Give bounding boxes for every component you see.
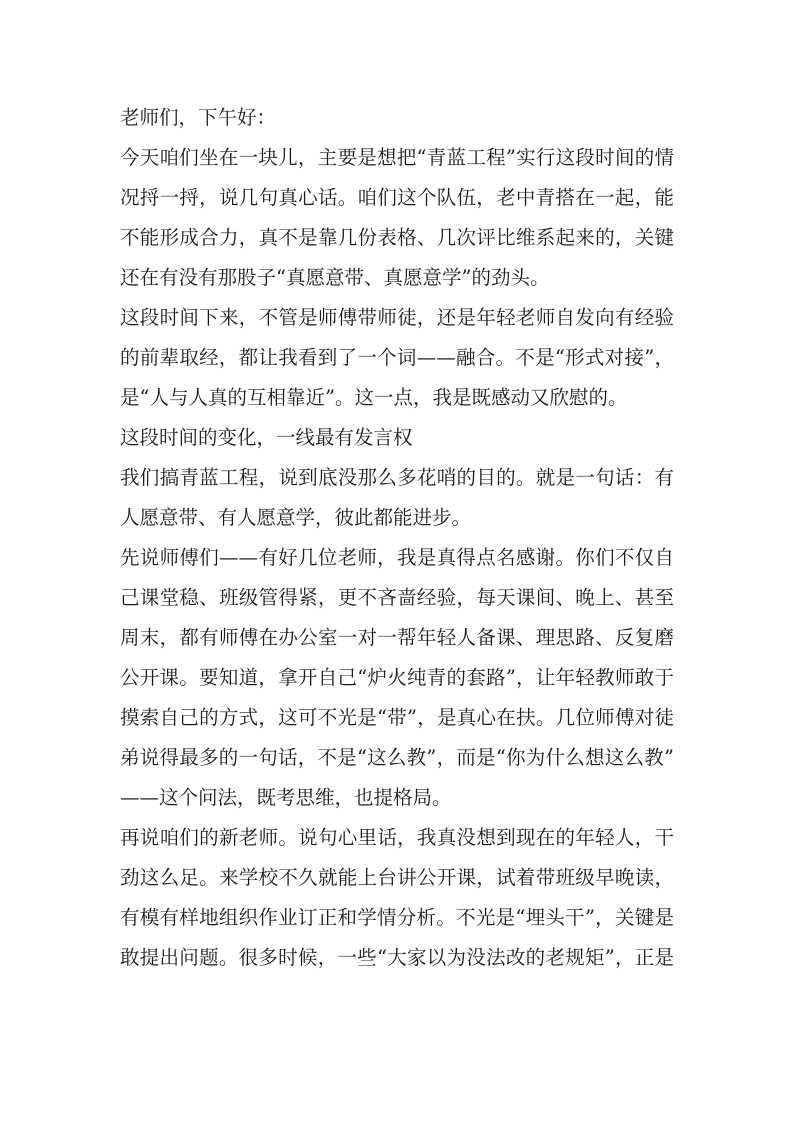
text-line: 先说师傅们——有好几位老师，我是真得点名感谢。你们不仅自 xyxy=(120,546,674,569)
text-line: 再说咱们的新老师。说句心里话，我真没想到现在的年轻人，干 xyxy=(120,826,674,849)
text-line: 人愿意带、有人愿意学，彼此都能进步。 xyxy=(120,506,472,529)
text-line: 周末，都有师傅在办公室一对一帮年轻人备课、理思路、反复磨 xyxy=(120,626,674,649)
paragraph xyxy=(120,138,674,298)
text-line: 的前辈取经，都让我看到了一个词——融合。不是“形式对接”， xyxy=(120,346,674,369)
text-line: 弟说得最多的一句话，不是“这么教”，而是“你为什么想这么教” xyxy=(120,746,674,769)
text-line: 不能形成合力，真不是靠几份表格、几次评比维系起来的，关键 xyxy=(120,226,674,249)
paragraph xyxy=(120,458,674,538)
text-line: ——这个问法，既考思维，也提格局。 xyxy=(120,786,452,809)
text-line: 敢提出问题。很多时候，一些“大家以为没法改的老规矩”，正是 xyxy=(120,946,674,969)
paragraph xyxy=(120,298,674,418)
text-line: 劲这么足。来学校不久就能上台讲公开课，试着带班级早晚读， xyxy=(120,866,674,889)
paragraph xyxy=(120,418,674,458)
text-line: 这段时间下来，不管是师傅带师徒，还是年轻老师自发向有经验 xyxy=(120,306,674,329)
text-line: 还在有没有那股子“真愿意带、真愿意学”的劲头。 xyxy=(120,266,550,289)
paragraph xyxy=(120,538,674,818)
text-line: 今天咱们坐在一块儿，主要是想把“青蓝工程”实行这段时间的情 xyxy=(120,146,674,169)
text-line: 我们搞青蓝工程，说到底没那么多花哨的目的。就是一句话：有 xyxy=(120,466,674,489)
document-page xyxy=(120,98,674,978)
text-line: 况捋一捋，说几句真心话。咱们这个队伍，老中青搭在一起，能 xyxy=(120,186,674,209)
text-line: 己课堂稳、班级管得紧，更不吝啬经验，每天课间、晚上、甚至 xyxy=(120,586,674,609)
text-line: 有模有样地组织作业订正和学情分析。不光是“埋头干”，关键是 xyxy=(120,906,674,929)
paragraph xyxy=(120,98,674,138)
paragraph xyxy=(120,818,674,978)
text-line: 公开课。要知道，拿开自己“炉火纯青的套路”，让年轻教师敢于 xyxy=(120,666,674,689)
text-line: 这段时间的变化，一线最有发言权 xyxy=(120,426,413,449)
text-line: 是“人与人真的互相靠近”。这一点，我是既感动又欣慰的。 xyxy=(120,386,628,409)
text-line: 老师们，下午好： xyxy=(120,106,277,129)
text-line: 摸索自己的方式，这可不光是“带”，是真心在扶。几位师傅对徒 xyxy=(120,706,674,729)
